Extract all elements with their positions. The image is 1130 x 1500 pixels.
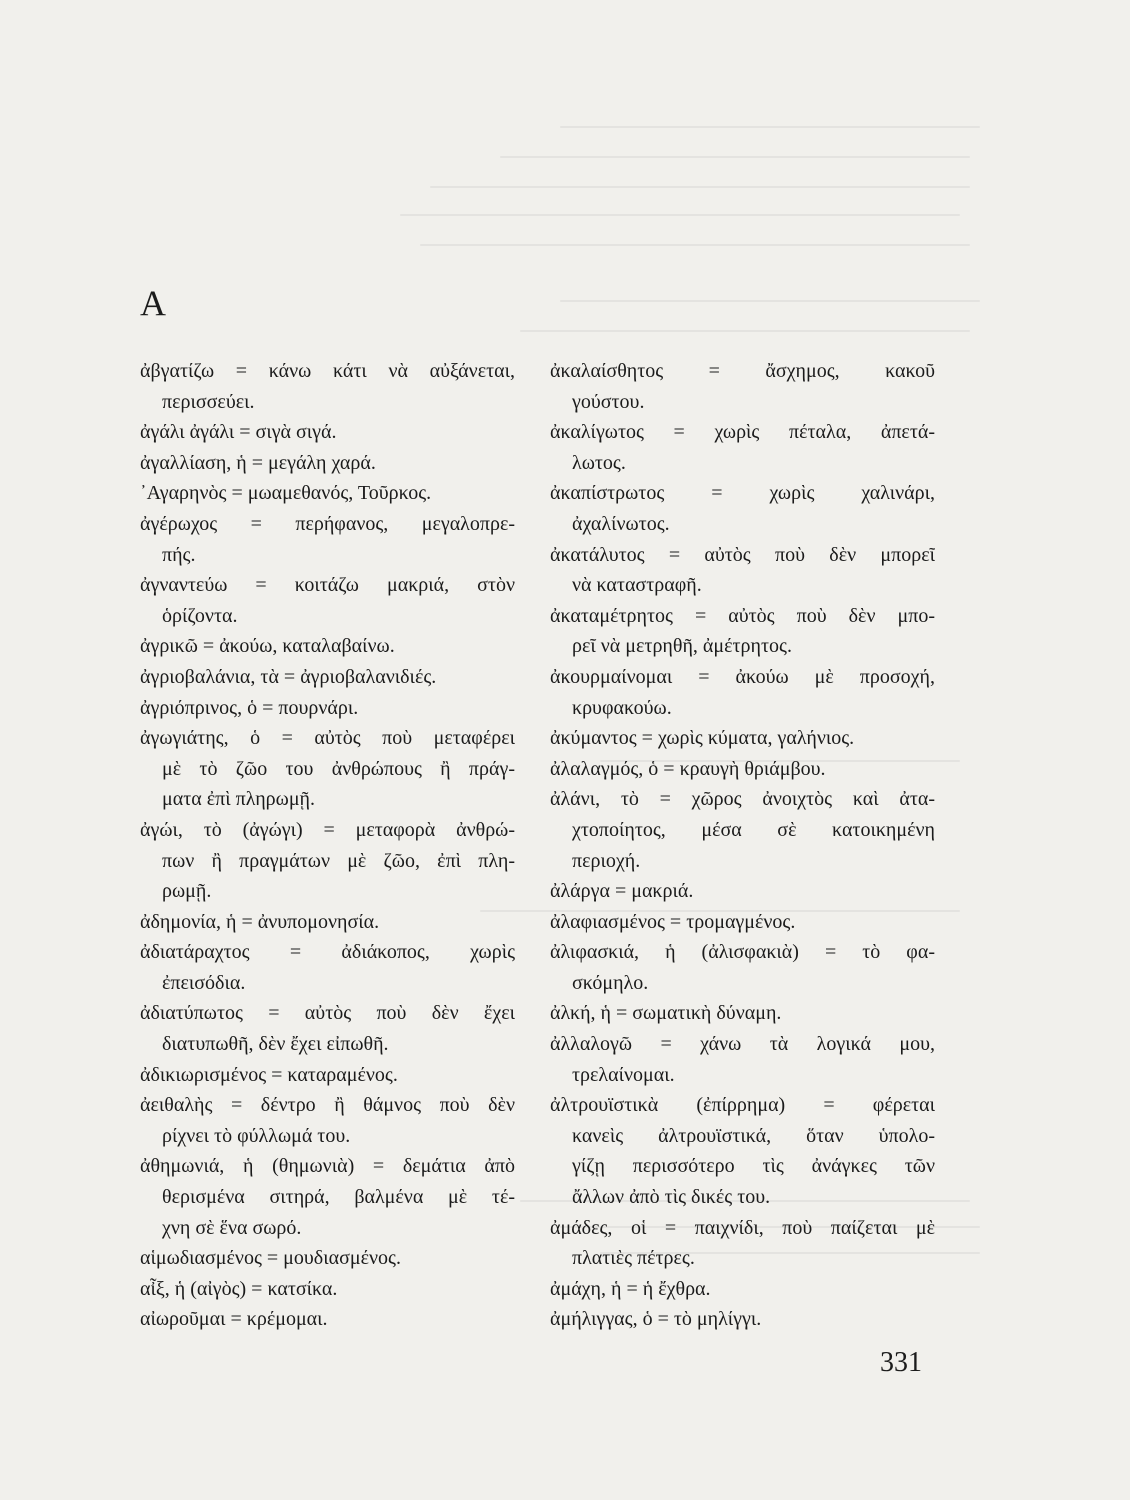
entry-continuation-line: θερισμένα σιτηρά, βαλμένα μὲ τέ- (162, 1186, 515, 1209)
entry-line: ἀλάργα = μακριά. (550, 880, 694, 903)
section-letter-heading: Α (140, 283, 166, 323)
entry-continuation-line: ἐπεισόδια. (162, 971, 246, 994)
entry-line: ἀμάχη, ἡ = ἡ ἔχθρα. (550, 1277, 711, 1300)
entry-line: ἀλαφιασμένος = τρομαγμένος. (550, 910, 796, 933)
entry-continuation-line: κανεὶς ἀλτρουϊστικά, ὅταν ὑπολο- (572, 1124, 935, 1147)
entry-continuation-line: πλατιὲς πέτρες. (572, 1247, 695, 1270)
entry-line: ἀγέρωχος = περήφανος, μεγαλοπρε- (140, 512, 515, 535)
entry-line: ἀγώι, τὸ (ἀγώγι) = μεταφορὰ ἀνθρώ- (140, 818, 515, 841)
entry-line: ἀγριοβαλάνια, τὰ = ἀγριοβαλανιδιές. (140, 665, 437, 688)
entry-line: αἶξ, ἡ (αἰγὸς) = κατσίκα. (140, 1277, 338, 1300)
entry-line: ἀκαλίγωτος = χωρὶς πέταλα, ἀπετά- (550, 421, 935, 444)
entry-continuation-line: γούστου. (572, 390, 645, 413)
entry-line: ἀγριόπρινος, ὁ = πουρνάρι. (140, 696, 359, 719)
entry-continuation-line: ἀχαλίνωτος. (572, 512, 670, 535)
entry-continuation-line: περισσεύει. (162, 390, 255, 413)
entry-line: ἀλάνι, τὸ = χῶρος ἀνοιχτὸς καὶ ἀτα- (550, 788, 935, 811)
entry-line: ᾿Αγαρηνὸς = μωαμεθανός, Τοῦρκος. (140, 482, 432, 505)
entry-line: ἀγάλι ἀγάλι = σιγὰ σιγά. (140, 421, 337, 444)
entry-line: ἀδιατάραχτος = ἀδιάκοπος, χωρὶς (140, 941, 515, 964)
entry-continuation-line: γίζῃ περισσότερο τὶς ἀνάγκες τῶν (572, 1155, 935, 1178)
entry-line: ἀλλαλογῶ = χάνω τὰ λογικά μου, (550, 1033, 935, 1056)
entry-line: ἀκαταμέτρητος = αὐτὸς ποὺ δὲν μπο- (550, 604, 935, 627)
entry-continuation-line: πων ἢ πραγμάτων μὲ ζῶο, ἐπὶ πλη- (162, 849, 515, 872)
entry-line: ἀδικιωρισμένος = καταραμένος. (140, 1063, 398, 1086)
entry-continuation-line: λωτος. (572, 451, 626, 474)
entry-line: ἀθημωνιά, ἡ (θημωνιὰ) = δεμάτια ἀπὸ (140, 1155, 515, 1178)
entry-continuation-line: σκόμηλο. (572, 971, 649, 994)
entry-continuation-line: πής. (162, 543, 196, 566)
page-number: 331 (880, 1347, 922, 1378)
entry-line: ἀγαλλίαση, ἡ = μεγάλη χαρά. (140, 451, 376, 474)
entry-line: ἀλτρουϊστικὰ (ἐπίρρημα) = φέρεται (550, 1094, 935, 1117)
entry-line: ἀμάδες, οἱ = παιχνίδι, ποὺ παίζεται μὲ (550, 1216, 935, 1239)
glossary-right-column (550, 356, 935, 1335)
glossary-left-column (140, 356, 515, 1335)
entry-continuation-line: νὰ καταστραφῆ. (572, 574, 702, 597)
entry-continuation-line: χτοποίητος, μέσα σὲ κατοικημένη (572, 818, 935, 841)
entry-line: ἀγρικῶ = ἀκούω, καταλαβαίνω. (140, 635, 395, 658)
entry-continuation-line: ρεῖ νὰ μετρηθῆ, ἀμέτρητος. (572, 635, 792, 658)
entry-line: ἀλιφασκιά, ἡ (ἀλισφακιὰ) = τὸ φα- (550, 941, 935, 964)
entry-line: ἀβγατίζω = κάνω κάτι νὰ αὐξάνεται, (140, 360, 515, 382)
entry-line: ἀγωγιάτης, ὁ = αὐτὸς ποὺ μεταφέρει (140, 727, 515, 750)
entry-continuation-line: ὁρίζοντα. (162, 604, 238, 627)
entry-continuation-line: μὲ τὸ ζῶο του ἀνθρώπους ἢ πράγ- (162, 757, 515, 780)
entry-line: ἀλκή, ἡ = σωματικὴ δύναμη. (550, 1002, 782, 1025)
entry-line: ἀγναντεύω = κοιτάζω μακριά, στὸν (140, 574, 515, 597)
entry-line: ἀκαλαίσθητος = ἄσχημος, κακοῦ (550, 360, 935, 382)
entry-line: ἀλαλαγμός, ὁ = κραυγὴ θριάμβου. (550, 757, 826, 780)
entry-line: ἀκατάλυτος = αὐτὸς ποὺ δὲν μπορεῖ (550, 543, 935, 566)
entry-line: ἀκαπίστρωτος = χωρὶς χαλινάρι, (550, 482, 935, 505)
entry-continuation-line: χνη σὲ ἕνα σωρό. (162, 1216, 302, 1239)
entry-continuation-line: κρυφακούω. (572, 696, 672, 719)
entry-continuation-line: ματα ἐπὶ πληρωμῇ. (162, 788, 315, 811)
entry-line: αἰωροῦμαι = κρέμομαι. (140, 1308, 328, 1331)
entry-continuation-line: διατυπωθῆ, δὲν ἔχει εἰπωθῆ. (162, 1033, 389, 1056)
entry-line: ἀκύμαντος = χωρὶς κύματα, γαλήνιος. (550, 727, 855, 750)
entry-continuation-line: τρελαίνομαι. (572, 1063, 675, 1086)
entry-continuation-line: ρωμῇ. (162, 880, 212, 903)
entry-continuation-line: περιοχή. (572, 849, 641, 872)
entry-continuation-line: ἄλλων ἀπὸ τὶς δικές του. (572, 1186, 771, 1209)
entry-line: ἀμήλιγγας, ὁ = τὸ μηλίγγι. (550, 1308, 762, 1331)
entry-line: ἀειθαλὴς = δέντρο ἢ θάμνος ποὺ δὲν (140, 1094, 515, 1117)
entry-line: ἀδημονία, ἡ = ἀνυπομονησία. (140, 910, 380, 933)
entry-continuation-line: ρίχνει τὸ φύλλωμά του. (162, 1124, 351, 1147)
entry-line: ἀδιατύπωτος = αὐτὸς ποὺ δὲν ἔχει (140, 1002, 515, 1025)
entry-line: ἀκουρμαίνομαι = ἀκούω μὲ προσοχή, (550, 665, 935, 688)
entry-line: αἱμωδιασμένος = μουδιασμένος. (140, 1247, 401, 1270)
